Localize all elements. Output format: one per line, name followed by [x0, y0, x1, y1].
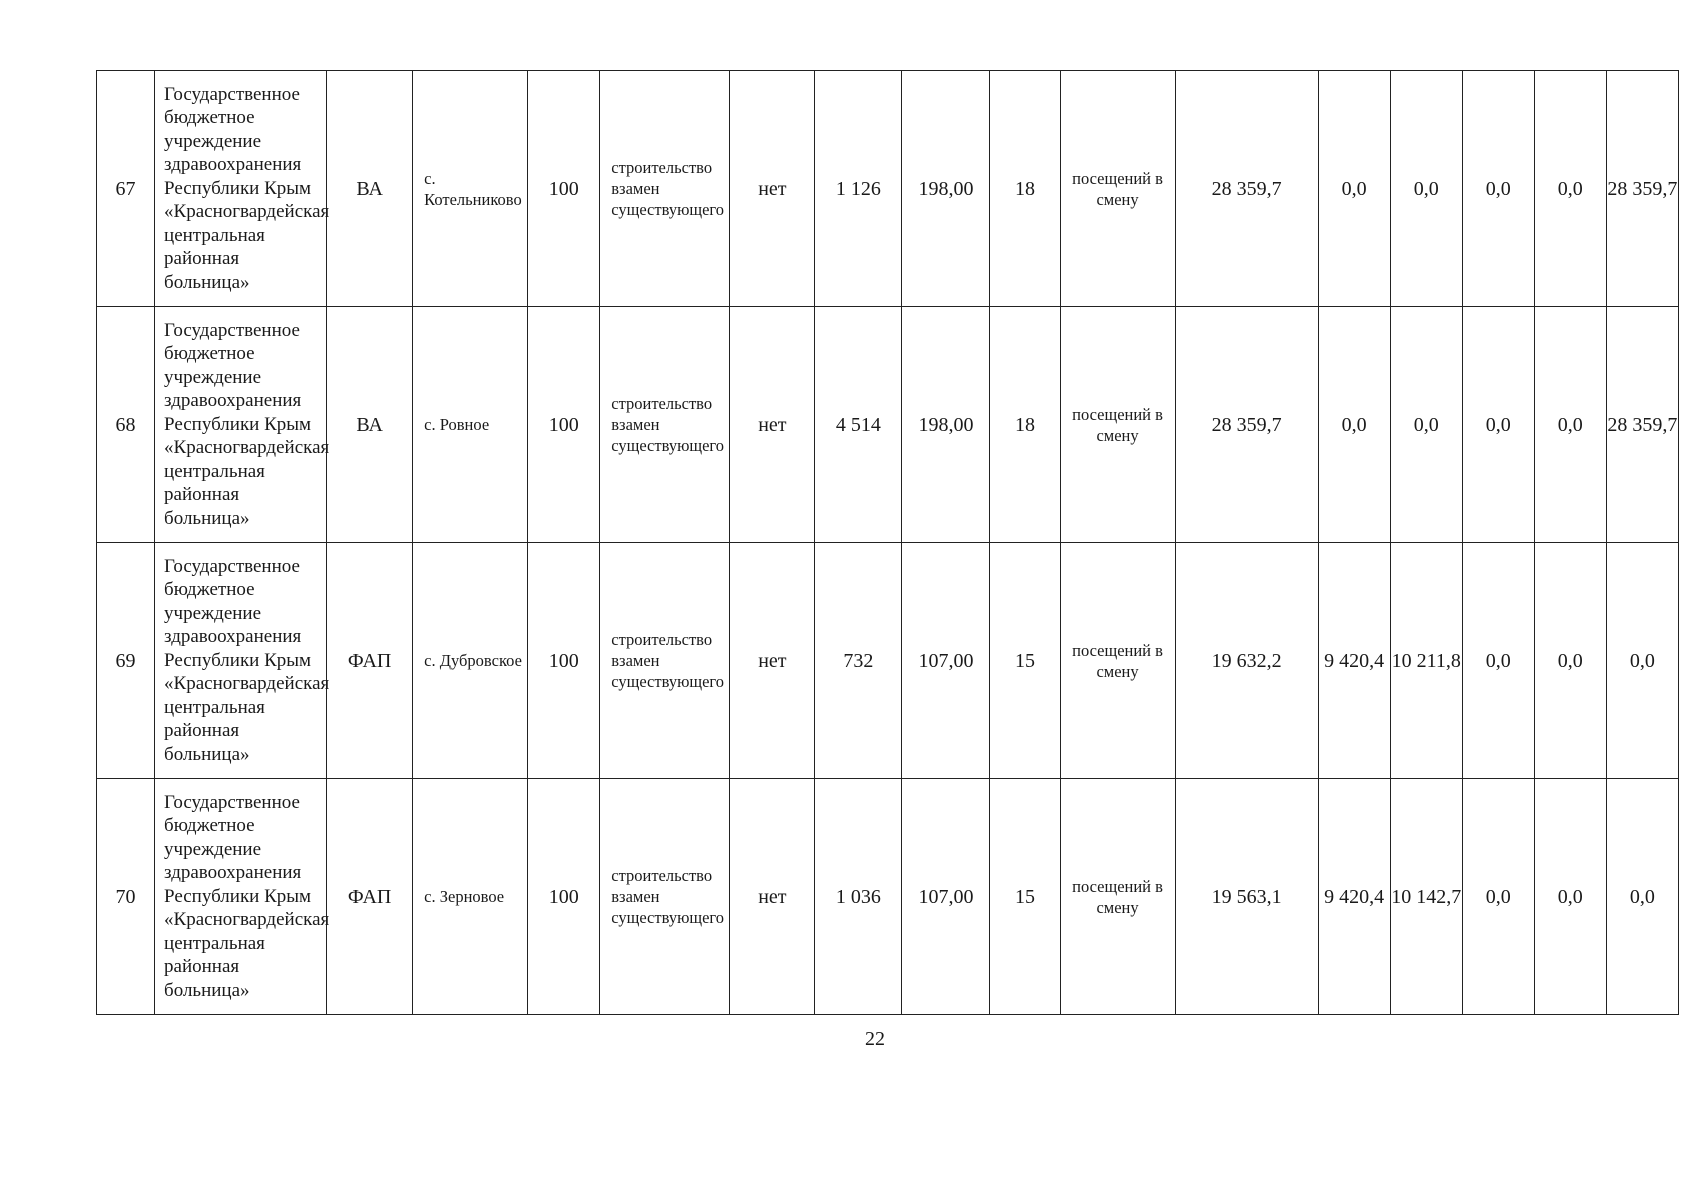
object-table	[96, 70, 1679, 1015]
percent: 100	[528, 71, 600, 307]
total-cost: 19 632,2	[1175, 543, 1318, 779]
table-row	[97, 779, 1679, 1015]
object-type: ФАП	[327, 779, 413, 1015]
object-type: ВА	[327, 71, 413, 307]
area: 107,00	[902, 779, 990, 1015]
row-number: 67	[97, 71, 155, 307]
capacity: 18	[990, 307, 1060, 543]
year-5-cost: 28 359,7	[1606, 71, 1678, 307]
area: 107,00	[902, 543, 990, 779]
year-4-cost: 0,0	[1534, 71, 1606, 307]
row-number: 69	[97, 543, 155, 779]
population: 1 036	[815, 779, 902, 1015]
population: 4 514	[815, 307, 902, 543]
total-cost: 28 359,7	[1175, 307, 1318, 543]
location: с. Котельниково	[413, 71, 528, 307]
capacity: 15	[990, 779, 1060, 1015]
population: 732	[815, 543, 902, 779]
row-number: 70	[97, 779, 155, 1015]
year-3-cost: 0,0	[1462, 779, 1534, 1015]
year-4-cost: 0,0	[1534, 543, 1606, 779]
capacity-unit: посещений в смену	[1060, 779, 1175, 1015]
year-4-cost: 0,0	[1534, 779, 1606, 1015]
object-type: ФАП	[327, 543, 413, 779]
capacity-unit: посещений в смену	[1060, 307, 1175, 543]
year-1-cost: 9 420,4	[1318, 779, 1390, 1015]
year-1-cost: 9 420,4	[1318, 543, 1390, 779]
percent: 100	[528, 307, 600, 543]
population: 1 126	[815, 71, 902, 307]
work-type: строительство взамен существующего	[600, 543, 730, 779]
year-5-cost: 0,0	[1606, 779, 1678, 1015]
flag: нет	[730, 71, 815, 307]
location: с. Ровное	[413, 307, 528, 543]
organization-name: Государственное бюджетное учреждение здравоохранения Республики Крым «Красногвардейская центральная районная больница»	[155, 779, 327, 1015]
total-cost: 28 359,7	[1175, 71, 1318, 307]
page-number: 22	[865, 1028, 885, 1050]
object-type: ВА	[327, 307, 413, 543]
table-row	[97, 543, 1679, 779]
location: с. Зерновое	[413, 779, 528, 1015]
flag: нет	[730, 779, 815, 1015]
year-1-cost: 0,0	[1318, 71, 1390, 307]
year-3-cost: 0,0	[1462, 71, 1534, 307]
organization-name: Государственное бюджетное учреждение здравоохранения Республики Крым «Красногвардейская центральная районная больница»	[155, 71, 327, 307]
table-row	[97, 307, 1679, 543]
capacity-unit: посещений в смену	[1060, 71, 1175, 307]
table-row	[97, 71, 1679, 307]
area: 198,00	[902, 307, 990, 543]
area: 198,00	[902, 71, 990, 307]
year-2-cost: 0,0	[1390, 307, 1462, 543]
location: с. Дубровское	[413, 543, 528, 779]
year-2-cost: 10 142,7	[1390, 779, 1462, 1015]
year-5-cost: 0,0	[1606, 543, 1678, 779]
work-type: строительство взамен существующего	[600, 307, 730, 543]
year-2-cost: 10 211,8	[1390, 543, 1462, 779]
flag: нет	[730, 543, 815, 779]
year-1-cost: 0,0	[1318, 307, 1390, 543]
year-3-cost: 0,0	[1462, 543, 1534, 779]
total-cost: 19 563,1	[1175, 779, 1318, 1015]
organization-name: Государственное бюджетное учреждение здравоохранения Республики Крым «Красногвардейская центральная районная больница»	[155, 543, 327, 779]
capacity: 18	[990, 71, 1060, 307]
work-type: строительство взамен существующего	[600, 71, 730, 307]
percent: 100	[528, 543, 600, 779]
capacity: 15	[990, 543, 1060, 779]
flag: нет	[730, 307, 815, 543]
year-3-cost: 0,0	[1462, 307, 1534, 543]
percent: 100	[528, 779, 600, 1015]
year-4-cost: 0,0	[1534, 307, 1606, 543]
year-5-cost: 28 359,7	[1606, 307, 1678, 543]
capacity-unit: посещений в смену	[1060, 543, 1175, 779]
work-type: строительство взамен существующего	[600, 779, 730, 1015]
row-number: 68	[97, 307, 155, 543]
year-2-cost: 0,0	[1390, 71, 1462, 307]
organization-name: Государственное бюджетное учреждение здравоохранения Республики Крым «Красногвардейская центральная районная больница»	[155, 307, 327, 543]
